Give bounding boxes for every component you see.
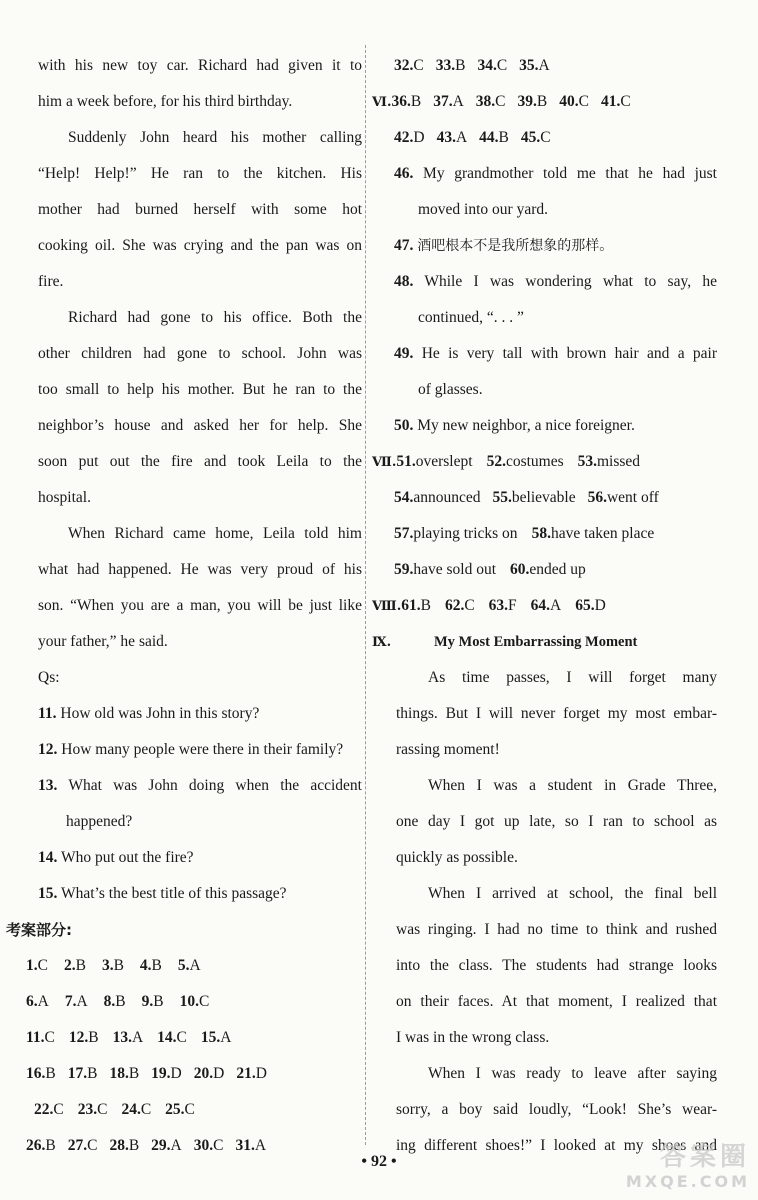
answer-value: B [88, 1029, 99, 1046]
question-item: 15. What’s the best title of this passage? [38, 885, 287, 902]
answer-value: went off [606, 489, 659, 506]
answer-item: 48. While I was wondering what to say, he [394, 273, 717, 290]
answer-number: 53. [577, 453, 597, 470]
answer-number: 43. [436, 129, 456, 146]
essay-line: on their faces. At that moment, I realized that [396, 993, 717, 1010]
answer-value: D [170, 1065, 182, 1082]
answer-value: B [113, 957, 124, 974]
passage-line: When Richard came home, Leila told him [68, 525, 362, 542]
answer-value: C [87, 1137, 98, 1154]
answer-number: 64. [530, 597, 551, 614]
essay-title: My Most Embarrassing Moment [434, 634, 638, 650]
answer-number: 15. [200, 1029, 221, 1046]
answer-pair [394, 480, 481, 516]
answer-pair [165, 1092, 195, 1128]
answer-value: B [128, 1065, 140, 1082]
answer-number: 61. [401, 597, 421, 614]
answer-value: C [184, 1101, 195, 1118]
answer-value: C [413, 57, 424, 74]
passage-line: too small to help his mother. But he ran to the [38, 381, 362, 398]
answer-row: Ⅷ.61.B 62.C 63.F 64.A 65.D [372, 588, 717, 624]
answer-value: believable [511, 489, 576, 506]
answer-pair [477, 48, 507, 84]
answer-item: 46. My grandmother told me that he had just [394, 165, 717, 182]
answer-value: A [254, 1137, 267, 1154]
answer-item: 49. He is very tall with brown hair and a pair [394, 345, 717, 362]
answer-number: 7. [64, 993, 77, 1010]
answer-value: B [87, 1065, 98, 1082]
answer-number: 39. [517, 93, 537, 110]
essay-line: When I arrived at school, the final bell [428, 885, 717, 902]
passage-line: cooking oil. She was crying and the pan was on [38, 237, 362, 254]
answer-number: 17. [67, 1065, 88, 1082]
answer-row: Ⅶ.51.overslept 52.costumes 53.missed [372, 444, 717, 480]
answer-number: 63. [488, 597, 509, 614]
answer-number: 9. [141, 993, 154, 1010]
answer-row [26, 1056, 362, 1092]
question-item: 11. How old was John in this story? [38, 705, 260, 722]
question-item: 14. Who put out the fire? [38, 849, 194, 866]
answer-number: 59. [394, 561, 414, 578]
answer-pair [518, 84, 548, 120]
answer-item-cont: moved into our yard. [418, 201, 549, 218]
answer-pair [394, 516, 518, 552]
answer-value: C [53, 1101, 64, 1118]
answer-number: 41. [600, 93, 621, 110]
answer-number: 62. [444, 597, 465, 614]
answer-number: 30. [193, 1137, 214, 1154]
answer-pair [575, 588, 606, 624]
answer-value: have sold out [413, 561, 497, 578]
answer-number: 36. [391, 93, 411, 110]
answer-number: 52. [486, 453, 506, 470]
answer-row: Ⅵ.36.B 37.A 38.C 39.B 40.C 41.C [372, 84, 717, 120]
answer-pair [236, 1056, 267, 1092]
answer-pair [102, 948, 124, 984]
answer-number: 32. [394, 57, 414, 74]
answer-pair [559, 84, 589, 120]
answer-pair [476, 84, 506, 120]
answer-pair [121, 1092, 151, 1128]
answer-value: C [495, 93, 506, 110]
answer-pair [445, 588, 475, 624]
answer-value: costumes [505, 453, 564, 470]
answer-number: 42. [394, 129, 414, 146]
answer-pair [578, 444, 640, 480]
answer-number: 38. [475, 93, 496, 110]
answer-pair [201, 1020, 232, 1056]
essay-line: ing different shoes!” I looked at my shoes and [396, 1137, 717, 1154]
answer-row [26, 984, 362, 1020]
essay-line: When I was ready to leave after saying [428, 1065, 717, 1082]
answer-value: B [420, 597, 431, 614]
answer-pair [531, 588, 562, 624]
answer-value: D [413, 129, 425, 146]
answer-pair [65, 984, 88, 1020]
answer-number: 37. [433, 93, 453, 110]
answer-pair [401, 588, 431, 624]
answer-number: 11. [26, 1029, 45, 1046]
answer-value: C [213, 1137, 224, 1154]
answer-value: A [452, 93, 464, 110]
answer-pair [151, 1056, 182, 1092]
answer-number: 5. [177, 957, 190, 974]
answer-number: 26. [26, 1137, 46, 1154]
answer-pair [396, 444, 472, 480]
answer-number: 23. [77, 1101, 98, 1118]
answer-row [34, 1092, 362, 1128]
answers-heading: 考案部分: [6, 921, 72, 939]
answer-value: F [508, 597, 517, 614]
passage-line: soon put out the fire and took Leila to the [38, 453, 362, 470]
answer-item: 50. My new neighbor, a nice foreigner. [394, 417, 635, 434]
answer-value: B [498, 129, 509, 146]
essay-line: As time passes, I will forget many [428, 669, 717, 686]
answer-value: A [455, 129, 468, 146]
answer-number: 56. [587, 489, 607, 506]
answer-value: A [131, 1029, 144, 1046]
answer-value: A [538, 57, 550, 74]
page-number: • 92 • [361, 1153, 397, 1170]
essay-line: quickly as possible. [396, 849, 518, 866]
essay-heading: Ⅸ. My Most Embarrassing Moment [372, 624, 717, 660]
answer-item-cont: continued, “. . . ” [418, 309, 524, 326]
answer-number: 2. [63, 957, 76, 974]
answer-pair [519, 48, 550, 84]
answer-number: 35. [519, 57, 539, 74]
passage-line: mother had burned herself with some hot [38, 201, 362, 218]
answer-number: 10. [179, 993, 199, 1010]
answer-value: D [255, 1065, 267, 1082]
answer-row [394, 48, 717, 84]
answer-value: C [496, 57, 508, 74]
answer-pair [394, 552, 496, 588]
answer-number: 31. [235, 1137, 255, 1154]
answer-number: 44. [479, 129, 499, 146]
answer-number: 25. [165, 1101, 185, 1118]
answer-number: 20. [193, 1065, 214, 1082]
answer-row [394, 516, 717, 552]
passage-line: fire. [38, 273, 64, 290]
answer-number: 29. [151, 1137, 171, 1154]
passage-line: what had happened. He was very proud of his [38, 561, 362, 578]
answer-pair [109, 1056, 139, 1092]
answer-value: have taken place [550, 525, 655, 542]
answer-number: 57. [394, 525, 414, 542]
answer-number: 24. [121, 1101, 141, 1118]
answer-number: 51. [396, 453, 416, 470]
answer-value: B [128, 1137, 140, 1154]
answer-number: 19. [151, 1065, 171, 1082]
answer-pair [26, 984, 49, 1020]
answer-number: 3. [101, 957, 114, 974]
passage-line: Suddenly John heard his mother calling [68, 129, 362, 146]
answer-value: A [550, 597, 562, 614]
answer-pair [391, 84, 421, 120]
answer-pair [437, 120, 468, 156]
answer-number: 58. [531, 525, 551, 542]
answer-pair [142, 984, 164, 1020]
answer-row [394, 480, 717, 516]
answer-number: 33. [435, 57, 456, 74]
answer-number: 12. [68, 1029, 89, 1046]
answer-value: C [176, 1029, 187, 1046]
answer-number: 34. [477, 57, 497, 74]
passage-line: hospital. [38, 489, 91, 506]
answer-value: B [45, 1065, 56, 1082]
essay-line: sorry, a boy said loudly, “Look! She’s wear- [396, 1101, 717, 1118]
answer-pair [64, 948, 86, 984]
answer-pair [140, 948, 162, 984]
answer-value: A [170, 1137, 182, 1154]
answer-pair [180, 984, 210, 1020]
answer-pair [493, 480, 576, 516]
essay-line: things. But I will never forget my most embar- [396, 705, 717, 722]
answer-pair [487, 444, 564, 480]
answer-value: C [198, 993, 210, 1010]
answer-value: A [76, 993, 88, 1010]
answer-value: ended up [529, 561, 586, 578]
essay-line: into the class. The students had strange looks [396, 957, 717, 974]
answer-value: C [140, 1101, 152, 1118]
answer-value: A [189, 957, 201, 974]
essay-line: one day I got up late, so I ran to school as [396, 813, 717, 830]
answer-pair [394, 48, 424, 84]
answer-pair [521, 120, 551, 156]
answer-value: C [44, 1029, 55, 1046]
passage-line: him a week before, for his third birthday. [38, 93, 293, 110]
answer-value: C [578, 93, 589, 110]
answer-number: 6. [26, 993, 38, 1010]
question-item: 13. What was John doing when the accident [38, 777, 362, 794]
answer-number: 65. [575, 597, 595, 614]
answer-number: 45. [520, 129, 541, 146]
answer-value: B [151, 957, 162, 974]
answer-value: C [97, 1101, 108, 1118]
answer-pair [157, 1020, 187, 1056]
answer-pair [34, 1092, 64, 1128]
answer-number: 13. [112, 1029, 132, 1046]
answer-row [26, 1020, 362, 1056]
answer-pair [436, 48, 466, 84]
answer-value: missed [597, 453, 641, 470]
answer-pair [178, 948, 201, 984]
answer-value: B [115, 993, 126, 1010]
answer-value: A [220, 1029, 232, 1046]
answer-row [394, 120, 717, 156]
answer-number: 14. [157, 1029, 177, 1046]
essay-line: I was in the wrong class. [396, 1029, 550, 1046]
answer-value: D [213, 1065, 225, 1082]
answer-pair [532, 516, 655, 552]
answer-value: B [75, 957, 86, 974]
passage-line: with his new toy car. Richard had given it to [38, 57, 362, 74]
answer-pair [78, 1092, 108, 1128]
answer-pair [194, 1056, 225, 1092]
answer-number: 21. [236, 1065, 256, 1082]
answer-row [394, 552, 717, 588]
answer-pair [479, 120, 509, 156]
passage-line: “Help! Help!” He ran to the kitchen. His [38, 165, 362, 182]
answer-value: C [540, 129, 551, 146]
column-divider [365, 45, 366, 1145]
answer-value: playing tricks on [413, 525, 518, 542]
site-watermark: 答案圈 MXQE.COM [625, 1142, 750, 1191]
question-item-cont: happened? [66, 813, 133, 830]
answer-item-cont: of glasses. [418, 381, 483, 398]
question-item: 12. How many people were there in their family? [38, 741, 344, 758]
answer-number: 16. [26, 1065, 46, 1082]
answer-value: D [594, 597, 606, 614]
answer-value: B [536, 93, 548, 110]
answer-pair [433, 84, 464, 120]
answer-value: B [45, 1137, 56, 1154]
answer-pair [601, 84, 631, 120]
answer-value: A [37, 993, 49, 1010]
answer-row [26, 948, 362, 984]
answer-number: 4. [139, 957, 152, 974]
answer-number: 55. [492, 489, 512, 506]
answer-number: 60. [510, 561, 530, 578]
answer-pair [104, 984, 126, 1020]
answer-number: 8. [103, 993, 116, 1010]
passage-line: Richard had gone to his office. Both the [68, 309, 362, 326]
essay-line: rassing moment! [396, 741, 500, 758]
passage-line: son. “When you are a man, you will be just like [38, 597, 362, 614]
answer-pair [394, 120, 425, 156]
passage-line: neighbor’s house and asked her for help. She [38, 417, 362, 434]
answer-pair [26, 1056, 56, 1092]
questions-label: Qs: [38, 669, 60, 686]
answer-value: C [464, 597, 475, 614]
answer-number: 22. [34, 1101, 54, 1118]
answer-value: B [455, 57, 466, 74]
essay-line: When I was a student in Grade Three, [428, 777, 717, 794]
answer-number: 54. [394, 489, 414, 506]
answer-pair [68, 1056, 98, 1092]
answer-pair [510, 552, 586, 588]
essay-line: was ringing. I had no time to think and rushed [396, 921, 717, 938]
answer-value: B [410, 93, 422, 110]
answer-number: 28. [109, 1137, 129, 1154]
answer-value: C [37, 957, 48, 974]
answer-pair [26, 1020, 55, 1056]
answer-value: B [153, 993, 164, 1010]
answer-item: 47. 酒吧根本不是我所想象的那样。 [394, 237, 614, 254]
answer-pair [588, 480, 659, 516]
answer-number: 27. [67, 1137, 88, 1154]
answer-value: C [620, 93, 631, 110]
answer-number: 40. [559, 93, 579, 110]
passage-line: other children had gone to school. John was [38, 345, 362, 362]
passage-line: your father,” he said. [38, 633, 168, 650]
answer-number: 1. [26, 957, 38, 974]
answer-value: announced [413, 489, 481, 506]
answer-number: 18. [109, 1065, 129, 1082]
answer-value: overslept [415, 453, 473, 470]
answer-pair [26, 948, 48, 984]
answer-pair [489, 588, 517, 624]
answer-pair [113, 1020, 144, 1056]
answer-pair [69, 1020, 99, 1056]
